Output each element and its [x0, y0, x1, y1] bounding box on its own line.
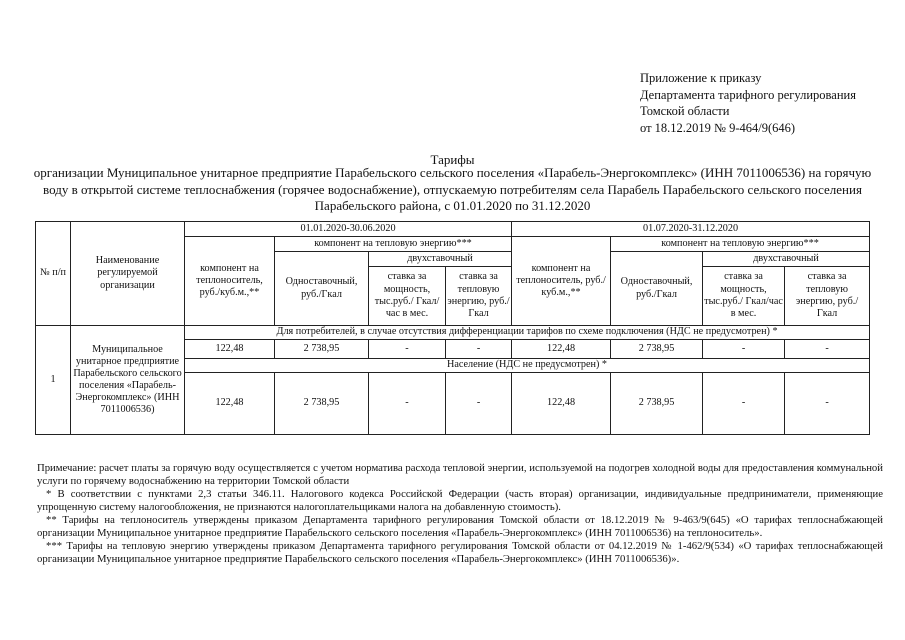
notes-section: [37, 462, 883, 566]
header-two-rate-1: двухставочный: [369, 252, 512, 267]
header-org: Наименование регулируемой организации: [71, 222, 185, 326]
consumers-value: 122,48: [512, 340, 611, 359]
row-org: Муниципальное унитарное предприятие Парабельского сельского поселения «Парабель-Энергокомплекс» (ИНН 7011006536): [71, 326, 185, 435]
header-capacity-rate-2: ставка за мощность, тыс.руб./ Гкал/час в мес.: [703, 267, 785, 326]
appendix-line-4: от 18.12.2019 № 9-464/9(646): [640, 120, 796, 135]
document-title: Тарифы: [430, 152, 475, 167]
consumers-value: -: [369, 340, 446, 359]
header-period-2: 01.07.2020-31.12.2020: [512, 222, 870, 237]
header-num: № п/п: [36, 222, 71, 326]
population-value: -: [369, 373, 446, 435]
tariffs-table: [35, 221, 870, 435]
header-energy-rate-1: ставка за тепловую энергию, руб./Гкал: [446, 267, 512, 326]
consumers-value: -: [446, 340, 512, 359]
population-value: -: [446, 373, 512, 435]
header-two-rate-2: двухставочный: [703, 252, 870, 267]
population-value: 2 738,95: [275, 373, 369, 435]
population-label: Население (НДС не предусмотрен) *: [185, 359, 870, 373]
population-value: 2 738,95: [611, 373, 703, 435]
header-capacity-rate-1: ставка за мощность, тыс.руб./ Гкал/час в мес.: [369, 267, 446, 326]
population-value: -: [703, 373, 785, 435]
appendix-line-2: Департамента тарифного регулирования: [640, 87, 856, 102]
population-value: -: [785, 373, 870, 435]
note-main: Примечание: расчет платы за горячую воду осуществляется с учетом норматива расхода тепловой энергии, используемой на подогрев холодной воды для предоставления коммунальной услуги по горячему водоснабжению на территории Томской области: [37, 462, 883, 487]
document-subtitle: организации Муниципальное унитарное предприятие Парабельского сельского поселения «Парабель-Энергокомплекс» (ИНН 7011006536) на горячую воду в открытой системе теплоснабжения (горячее водоснабжение), отпускаемую потребителям села Парабель Парабельского сельского поселения Парабельского района, с 01.01.2020 по 31.12.2020: [33, 165, 872, 213]
header-period-1: 01.01.2020-30.06.2020: [185, 222, 512, 237]
appendix-line-3: Томской области: [640, 104, 730, 118]
appendix-line-1: Приложение к приказу: [640, 71, 762, 85]
row-num: 1: [36, 326, 71, 435]
header-carrier-component-2: компонент на теплоноситель, руб./куб.м.,**: [512, 237, 611, 326]
header-energy-component-1: компонент на тепловую энергию***: [275, 237, 512, 252]
note-footnote-2: ** Тарифы на теплоноситель утверждены приказом Департамента тарифного регулирования Томской области от 18.12.2019 № 9-463/9(645) «О тарифах теплоснабжающей организации Муниципальное унитарное предприятие Парабельского сельского поселения «Парабель-Энергокомплекс» (ИНН 7011006536) на теплоноситель».: [37, 514, 883, 539]
header-energy-component-2: компонент на тепловую энергию***: [611, 237, 870, 252]
population-value: 122,48: [185, 373, 275, 435]
consumers-value: -: [785, 340, 870, 359]
appendix-header: [640, 70, 895, 136]
consumers-value: 122,48: [185, 340, 275, 359]
consumers-value: -: [703, 340, 785, 359]
header-single-rate-1: Одноставочный, руб./Гкал: [275, 252, 369, 326]
consumers-value: 2 738,95: [275, 340, 369, 359]
consumers-label: Для потребителей, в случае отсутствия дифференциации тарифов по схеме подключения (НДС не предусмотрен) *: [185, 326, 870, 340]
population-value: 122,48: [512, 373, 611, 435]
consumers-value: 2 738,95: [611, 340, 703, 359]
header-energy-rate-2: ставка за тепловую энергию, руб./Гкал: [785, 267, 870, 326]
note-footnote-3: *** Тарифы на тепловую энергию утверждены приказом Департамента тарифного регулирования Томской области от 04.12.2019 № 1-462/9(534) «О тарифах теплоснабжающей организации Муниципальное унитарное предприятие Парабельского сельского поселения «Парабель-Энергокомплекс» (ИНН 7011006536)».: [37, 540, 883, 565]
header-single-rate-2: Одноставочный, руб./Гкал: [611, 252, 703, 326]
note-footnote-1: * В соответствии с пунктами 2,3 статьи 346.11. Налогового кодекса Российской Федерации (часть вторая) организации, индивидуальные предприниматели, применяющие упрощенную систему налогообложения, не признаются налогоплательщиками налога на добавленную стоимость).: [37, 488, 883, 513]
header-carrier-component-1: компонент на теплоноситель, руб./куб.м.,**: [185, 237, 275, 326]
